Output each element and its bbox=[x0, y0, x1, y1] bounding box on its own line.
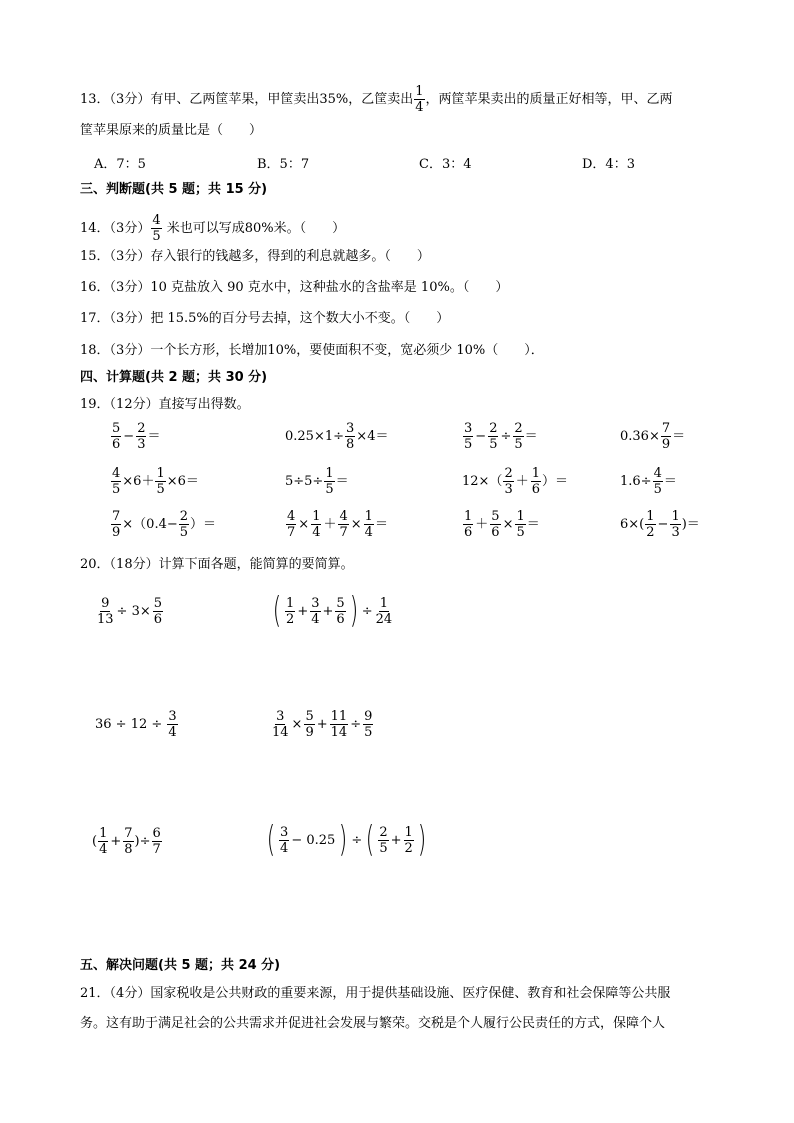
equals: ＝ bbox=[374, 517, 388, 532]
denominator: 7 bbox=[287, 525, 296, 540]
numerator: 4 bbox=[339, 509, 348, 524]
expr-text: 0.36× bbox=[620, 429, 660, 444]
operator: + bbox=[110, 834, 122, 849]
numerator: 1 bbox=[99, 826, 108, 841]
fraction bbox=[304, 709, 314, 740]
fraction bbox=[513, 421, 523, 452]
denominator: 24 bbox=[375, 611, 393, 627]
question-21-line-2: 务。这有助于满足社会的公共需求并促进社会发展与繁荣。交税是个人履行公民责任的方式，保障个人 bbox=[80, 1016, 666, 1031]
question-14 bbox=[80, 213, 345, 244]
numerator: 5 bbox=[336, 595, 345, 611]
q20-expr-2 bbox=[270, 590, 394, 631]
operator: × bbox=[298, 517, 310, 532]
operator: − bbox=[475, 429, 487, 444]
q19-expr-8 bbox=[620, 466, 677, 497]
numerator: 1 bbox=[379, 595, 389, 611]
expr-text: )＝ bbox=[681, 517, 700, 532]
operator: ＋ bbox=[475, 517, 489, 532]
question-21-line-1: 21．（4分）国家税收是公共财政的重要来源，用于提供基础设施、医疗保健、教育和社会保障等公共服 bbox=[80, 986, 671, 1001]
numerator: 1 bbox=[286, 595, 295, 611]
q19-expr-4 bbox=[620, 421, 685, 452]
q19-expr-6 bbox=[285, 466, 349, 497]
question-13-line-2: 筐苹果原来的质量比是（ ） bbox=[80, 123, 263, 138]
q19-expr-9 bbox=[110, 509, 216, 540]
operator: + bbox=[316, 717, 328, 732]
fraction bbox=[503, 466, 513, 497]
left-paren: ( bbox=[266, 819, 276, 860]
expr-text: ÷ 3× bbox=[116, 604, 151, 619]
numerator: 1 bbox=[156, 466, 165, 481]
expr-text: 36 ÷ 12 ÷ bbox=[95, 717, 163, 732]
equals: ＝ bbox=[524, 429, 538, 444]
denominator: 14 bbox=[330, 725, 348, 740]
operator: × bbox=[502, 517, 514, 532]
denominator: 6 bbox=[491, 525, 500, 540]
numerator: 1 bbox=[364, 509, 373, 524]
expr-text: ×4＝ bbox=[356, 429, 389, 444]
fraction bbox=[338, 509, 348, 540]
numerator: 7 bbox=[124, 826, 133, 841]
operator: + bbox=[322, 603, 334, 619]
fraction bbox=[311, 509, 321, 540]
denominator: 2 bbox=[286, 611, 295, 627]
denominator: 4 bbox=[311, 611, 320, 627]
numerator: 1 bbox=[531, 466, 541, 481]
denominator: 14 bbox=[272, 725, 289, 740]
numerator: 4 bbox=[287, 509, 296, 524]
denominator: 9 bbox=[661, 437, 671, 452]
section-3-heading: 三、判断题(共 5 题；共 15 分) bbox=[80, 182, 268, 197]
denominator: 6 bbox=[531, 482, 541, 497]
fraction bbox=[123, 826, 133, 857]
operator: + bbox=[297, 603, 309, 619]
numerator: 5 bbox=[491, 509, 500, 524]
operator: ÷ bbox=[361, 603, 373, 619]
equals: ＝ bbox=[526, 517, 540, 532]
denominator: 5 bbox=[179, 525, 189, 540]
q19-expr-3 bbox=[462, 421, 538, 452]
expr-text: )÷ bbox=[134, 834, 151, 849]
question-13-line-1 bbox=[80, 84, 673, 115]
equals: ＝ bbox=[672, 429, 686, 444]
denominator: 4 bbox=[364, 525, 373, 540]
q13-option-a: A．7：5 bbox=[94, 157, 146, 172]
question-17: 17．（3分）把 15.5%的百分号去掉，这个数大小不变。（ ） bbox=[80, 311, 450, 326]
expr-text: ）＝ bbox=[190, 517, 217, 532]
q20-expr-6 bbox=[264, 819, 429, 860]
denominator: 3 bbox=[671, 525, 680, 540]
denominator: 5 bbox=[464, 437, 473, 452]
q20-expr-1 bbox=[95, 596, 164, 627]
denominator: 2 bbox=[404, 840, 413, 856]
numerator: 4 bbox=[112, 466, 121, 481]
numerator: 7 bbox=[112, 509, 121, 524]
numerator: 11 bbox=[330, 709, 348, 724]
fraction bbox=[378, 825, 388, 856]
q19-expr-5 bbox=[110, 466, 199, 497]
expr-text: − 0.25 bbox=[291, 832, 336, 848]
question-19-title: 19．（12分）直接写出得数。 bbox=[80, 397, 250, 412]
denominator: 8 bbox=[124, 842, 133, 857]
expr-text: 0.25×1÷ bbox=[285, 429, 345, 444]
fraction bbox=[670, 509, 680, 540]
expr-text: ）＝ bbox=[542, 474, 569, 489]
fraction bbox=[310, 596, 320, 627]
numerator: 3 bbox=[464, 421, 473, 436]
numerator: 9 bbox=[364, 709, 373, 724]
fraction bbox=[661, 421, 671, 452]
denominator: 9 bbox=[305, 725, 314, 740]
left-paren: ( bbox=[272, 590, 282, 631]
operator: ÷ bbox=[351, 832, 363, 848]
numerator: 3 bbox=[346, 421, 355, 436]
denominator: 5 bbox=[653, 482, 662, 497]
q19-expr-11 bbox=[462, 509, 540, 540]
fraction bbox=[345, 421, 355, 452]
denominator: 4 bbox=[415, 100, 424, 115]
fraction bbox=[279, 825, 289, 856]
denominator: 5 bbox=[379, 840, 388, 856]
expr-text: 5÷5÷ bbox=[285, 474, 324, 489]
equals: ＝ bbox=[147, 429, 161, 444]
denominator: 4 bbox=[312, 525, 321, 540]
fraction bbox=[488, 421, 498, 452]
operator: − bbox=[657, 517, 669, 532]
denominator: 5 bbox=[325, 482, 334, 497]
numerator: 3 bbox=[280, 824, 289, 840]
denominator: 4 bbox=[99, 842, 108, 857]
numerator: 7 bbox=[661, 421, 671, 436]
numerator: 5 bbox=[305, 709, 314, 724]
fraction bbox=[531, 466, 541, 497]
fraction bbox=[111, 421, 121, 452]
denominator: 6 bbox=[464, 525, 473, 540]
denominator: 3 bbox=[504, 482, 513, 497]
denominator: 7 bbox=[339, 525, 348, 540]
right-paren: ) bbox=[417, 819, 427, 860]
denominator: 7 bbox=[152, 842, 161, 857]
expr-text: ×6＝ bbox=[166, 474, 199, 489]
fraction bbox=[285, 596, 295, 627]
fraction bbox=[363, 709, 373, 740]
q19-expr-2 bbox=[285, 421, 388, 452]
denominator: 5 bbox=[514, 437, 523, 452]
denominator: 4 bbox=[280, 840, 289, 856]
fraction bbox=[335, 596, 345, 627]
numerator: 3 bbox=[311, 595, 320, 611]
fraction bbox=[167, 709, 177, 740]
q13-fraction bbox=[414, 84, 424, 115]
numerator: 1 bbox=[516, 509, 525, 524]
denominator: 6 bbox=[336, 611, 345, 627]
q19-expr-1 bbox=[110, 421, 160, 452]
right-paren: ) bbox=[349, 590, 358, 631]
fraction bbox=[375, 596, 394, 627]
fraction bbox=[111, 509, 121, 540]
numerator: 2 bbox=[489, 421, 498, 436]
left-paren: ( bbox=[92, 834, 98, 849]
denominator: 8 bbox=[346, 437, 355, 452]
numerator: 4 bbox=[653, 466, 662, 481]
operator: × bbox=[291, 717, 303, 732]
question-16: 16．（3分）10 克盐放入 90 克水中，这种盐水的含盐率是 10%。（ ） bbox=[80, 280, 509, 295]
fraction bbox=[364, 509, 374, 540]
numerator: 1 bbox=[415, 84, 424, 99]
numerator: 1 bbox=[646, 509, 655, 524]
numerator: 2 bbox=[504, 466, 513, 481]
q14-text-tail: 米也可以写成80%米。（ ） bbox=[166, 221, 346, 236]
section-4-heading: 四、计算题(共 2 题；共 30 分) bbox=[80, 370, 268, 385]
fraction bbox=[96, 596, 115, 627]
q13-option-d: D．4：3 bbox=[582, 157, 635, 172]
numerator: 1 bbox=[312, 509, 321, 524]
fraction bbox=[153, 596, 163, 627]
numerator: 1 bbox=[464, 509, 473, 524]
fraction bbox=[463, 509, 473, 540]
q13-option-b: B．5：7 bbox=[257, 157, 310, 172]
q19-expr-10 bbox=[285, 509, 388, 540]
question-20-title: 20．（18分）计算下面各题，能简算的要简算。 bbox=[80, 557, 354, 572]
numerator: 9 bbox=[101, 596, 110, 611]
section-5-heading: 五、解决问题(共 5 题；共 24 分) bbox=[80, 958, 281, 973]
denominator: 4 bbox=[168, 725, 177, 740]
fraction bbox=[136, 421, 146, 452]
numerator: 2 bbox=[179, 509, 189, 524]
q13-text-tail: ，两筐苹果卖出的质量正好相等，甲、乙两 bbox=[425, 92, 673, 107]
left-paren: ( bbox=[366, 819, 375, 860]
q19-expr-12 bbox=[620, 509, 700, 540]
numerator: 3 bbox=[276, 709, 285, 724]
fraction bbox=[515, 509, 525, 540]
fraction bbox=[152, 826, 162, 857]
denominator: 2 bbox=[646, 525, 655, 540]
denominator: 6 bbox=[112, 437, 121, 452]
operator: − bbox=[123, 429, 135, 444]
denominator: 6 bbox=[153, 612, 163, 627]
right-paren: ) bbox=[339, 819, 348, 860]
denominator: 5 bbox=[364, 725, 373, 740]
expr-text: 1.6÷ bbox=[620, 474, 652, 489]
fraction bbox=[653, 466, 663, 497]
expr-text: ×6＋ bbox=[122, 474, 155, 489]
fraction bbox=[324, 466, 334, 497]
numerator: 1 bbox=[671, 509, 680, 524]
fraction bbox=[404, 825, 414, 856]
fraction bbox=[155, 466, 165, 497]
fraction bbox=[271, 709, 290, 740]
numerator: 2 bbox=[137, 421, 146, 436]
numerator: 5 bbox=[153, 596, 163, 611]
denominator: 5 bbox=[152, 229, 161, 244]
fraction bbox=[463, 421, 473, 452]
numerator: 6 bbox=[152, 826, 161, 841]
fraction bbox=[98, 826, 108, 857]
operator: × bbox=[350, 517, 362, 532]
expr-text: ×（0.4− bbox=[122, 517, 178, 532]
q14-text-head: 14．（3分） bbox=[80, 221, 151, 236]
fraction bbox=[179, 509, 189, 540]
denominator: 3 bbox=[137, 437, 146, 452]
denominator: 5 bbox=[112, 482, 121, 497]
numerator: 2 bbox=[514, 421, 523, 436]
question-18: 18．（3分）一个长方形，长增加10%，要使面积不变，宽必须少 10%（ ）． bbox=[80, 343, 544, 358]
operator: ＋ bbox=[323, 517, 337, 532]
numerator: 4 bbox=[152, 213, 161, 228]
q13-text-head: 13．（3分）有甲、乙两筐苹果，甲筐卖出35%，乙筐卖出 bbox=[80, 92, 414, 107]
denominator: 13 bbox=[97, 612, 114, 627]
operator: ÷ bbox=[500, 429, 512, 444]
fraction bbox=[111, 466, 121, 497]
q19-expr-7 bbox=[462, 466, 568, 497]
q20-expr-3 bbox=[95, 709, 179, 740]
numerator: 1 bbox=[325, 466, 334, 481]
fraction bbox=[645, 509, 655, 540]
operator: + bbox=[390, 832, 402, 848]
operator: ÷ bbox=[350, 717, 362, 732]
question-15: 15．（3分）存入银行的钱越多，得到的利息就越多。（ ） bbox=[80, 249, 430, 264]
denominator: 9 bbox=[112, 525, 121, 540]
expr-text: 12×（ bbox=[462, 474, 503, 489]
expr-text: 6×( bbox=[620, 517, 645, 532]
q14-fraction bbox=[151, 213, 161, 244]
fraction bbox=[286, 509, 296, 540]
numerator: 1 bbox=[404, 824, 413, 840]
numerator: 5 bbox=[112, 421, 121, 436]
fraction bbox=[330, 709, 349, 740]
operator: ＋ bbox=[515, 474, 529, 489]
q20-expr-5 bbox=[92, 826, 163, 857]
equals: ＝ bbox=[663, 474, 677, 489]
numerator: 2 bbox=[379, 824, 388, 840]
denominator: 5 bbox=[489, 437, 498, 452]
denominator: 5 bbox=[156, 482, 165, 497]
equals: ＝ bbox=[335, 474, 349, 489]
q20-expr-4 bbox=[270, 709, 374, 740]
q13-option-c: C．3：4 bbox=[419, 157, 472, 172]
numerator: 3 bbox=[168, 709, 177, 724]
fraction bbox=[490, 509, 500, 540]
denominator: 5 bbox=[516, 525, 525, 540]
